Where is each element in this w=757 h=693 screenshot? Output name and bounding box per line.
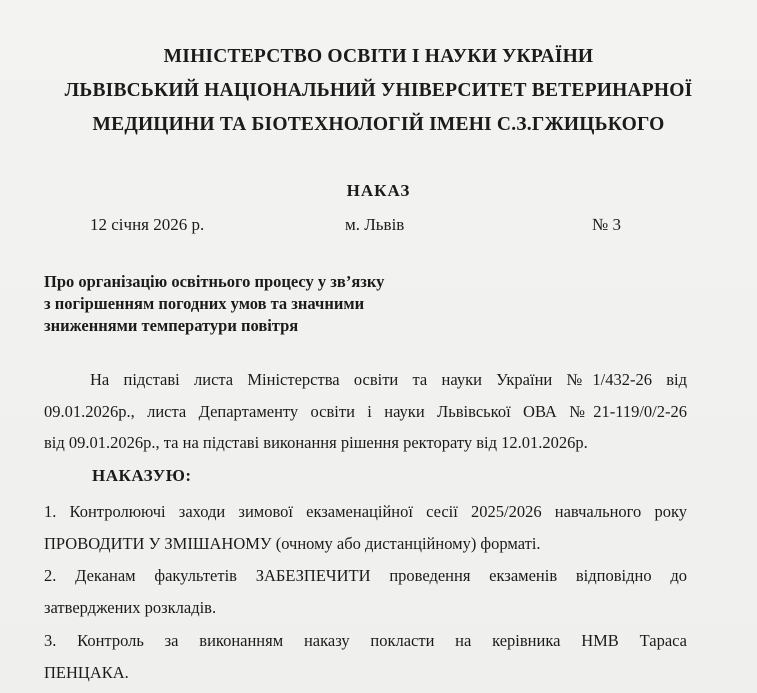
item-3-line-1: 3. Контроль за виконанням наказу покласти на керівника НМВ Тараса — [44, 631, 687, 650]
ministry-heading: МІНІСТЕРСТВО ОСВІТИ І НАУКИ УКРАЇНИ — [163, 46, 594, 67]
university-heading-line-1: ЛЬВІВСЬКИЙ НАЦІОНАЛЬНИЙ УНІВЕРСИТЕТ ВЕТЕРИНАРНОЇ — [64, 80, 693, 101]
item-2-line-1: 2. Деканам факультетів ЗАБЕЗПЕЧИТИ проведення екзаменів відповідно до — [44, 566, 687, 585]
basis-line-3: від 09.01.2026р., та на підставі виконання рішення ректорату від 12.01.2026р. — [44, 433, 588, 452]
order-number: № 3 — [592, 215, 621, 234]
subject-line-1: Про організацію освітнього процесу у зв’язку — [44, 272, 385, 291]
order-title: НАКАЗ — [346, 181, 411, 200]
item-2-line-2: затверджених розкладів. — [44, 598, 217, 617]
order-city: м. Львів — [345, 215, 405, 234]
item-1-line-2: ПРОВОДИТИ У ЗМІШАНОМУ (очному або дистанційному) форматі. — [44, 534, 541, 553]
order-word: НАКАЗУЮ: — [92, 466, 192, 485]
basis-line-1: На підставі листа Міністерства освіти та науки України №1/432-26 від — [90, 370, 687, 389]
subject-line-3: зниженнями температури повітря — [44, 316, 299, 335]
order-date: 12 січня 2026 р. — [90, 215, 205, 234]
subject-line-2: з погіршенням погодних умов та значними — [44, 294, 365, 313]
item-3-line-2: ПЕНЦАКА. — [44, 663, 129, 682]
university-heading-line-2: МЕДИЦИНИ ТА БІОТЕХНОЛОГІЙ ІМЕНІ С.З.ГЖИЦЬКОГО — [92, 114, 665, 135]
item-1-line-1: 1. Контролюючі заходи зимової екзаменаційної сесії 2025/2026 навчального року — [44, 502, 687, 521]
basis-line-2: 09.01.2026р., листа Департаменту освіти і науки Львівської ОВА №21-119/0/2-26 — [44, 402, 687, 421]
